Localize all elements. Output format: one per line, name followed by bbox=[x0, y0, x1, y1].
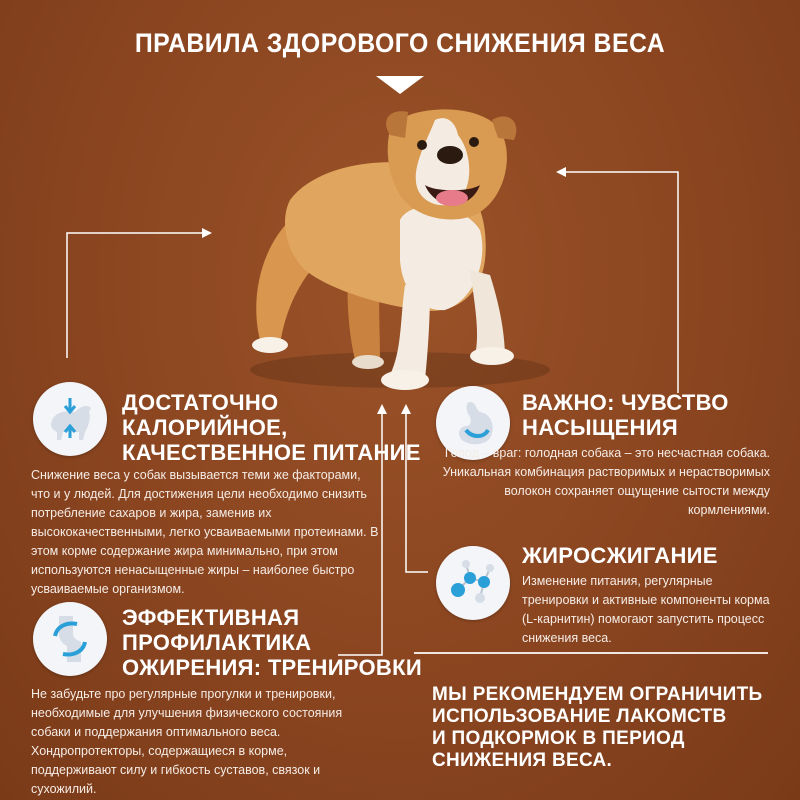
training-heading-line-2: ПРОФИЛАКТИКА bbox=[122, 630, 312, 655]
bulldog-illustration bbox=[230, 100, 570, 400]
training-icon-circle bbox=[33, 602, 107, 676]
nutrition-icon-circle bbox=[33, 382, 107, 456]
satiety-heading bbox=[522, 390, 729, 440]
nutrition-heading bbox=[122, 390, 421, 465]
recommendation-divider bbox=[414, 652, 768, 654]
nutrition-heading-line-1: ДОСТАТОЧНО bbox=[122, 390, 279, 415]
satiety-heading-line-1: ВАЖНО: ЧУВСТВО bbox=[522, 390, 729, 415]
nutrition-heading-line-3: КАЧЕСТВЕННОЕ ПИТАНИЕ bbox=[122, 440, 421, 465]
recommendation-line-2: ИСПОЛЬЗОВАНИЕ ЛАКОМСТВ bbox=[432, 706, 727, 727]
nutrition-text: Снижение веса у собак вызывается теми же факторами, что и у людей. Для достижения цели необходимо снизить потребление сахаров и жира, заменив их высококачественными, легко усваиваемыми протеинами. В этом корме содержание жира минимально, при этом используются ненасыщенные жиры – наиболее быстро усваиваемые организмом. bbox=[31, 468, 379, 596]
dog-weight-icon bbox=[33, 382, 107, 456]
joint-icon bbox=[33, 602, 107, 676]
training-heading-line-3: ОЖИРЕНИЯ: ТРЕНИРОВКИ bbox=[122, 655, 422, 680]
molecule-icon bbox=[436, 546, 510, 620]
recommendation-text bbox=[432, 684, 762, 772]
fatburn-text: Изменение питания, регулярные тренировки и активные компоненты корма (L-карнитин) помогают запустить процесс снижения веса. bbox=[522, 574, 770, 645]
recommendation-line-1: МЫ РЕКОМЕНДУЕМ ОГРАНИЧИТЬ bbox=[432, 684, 763, 705]
recommendation-line-4: СНИЖЕНИЯ ВЕСА. bbox=[432, 750, 613, 771]
fatburn-icon-circle bbox=[436, 546, 510, 620]
training-heading-line-1: ЭФФЕКТИВНАЯ bbox=[122, 605, 300, 630]
recommendation-line-3: И ПОДКОРМОК В ПЕРИОД bbox=[432, 728, 685, 749]
fatburn-heading: ЖИРОСЖИГАНИЕ bbox=[522, 543, 718, 568]
satiety-heading-line-2: НАСЫЩЕНИЯ bbox=[522, 415, 678, 440]
training-heading bbox=[122, 605, 422, 680]
nutrition-heading-line-2: КАЛОРИЙНОЕ, bbox=[122, 415, 288, 440]
satiety-text: Голод – враг: голодная собака – это несчастная собака. Уникальная комбинация растворимых и нерастворимых волокон сохраняет ощущение сытости между кормлениями. bbox=[442, 446, 770, 517]
training-text: Не забудьте про регулярные прогулки и тренировки, необходимые для улучшения физического состояния собаки и поддержания оптимального веса. Хондропротекторы, содержащиеся в корме, поддерживают силу и гибкость суставов, связок и сухожилий. bbox=[31, 687, 343, 796]
page-title: ПРАВИЛА ЗДОРОВОГО СНИЖЕНИЯ ВЕСА bbox=[134, 28, 666, 58]
